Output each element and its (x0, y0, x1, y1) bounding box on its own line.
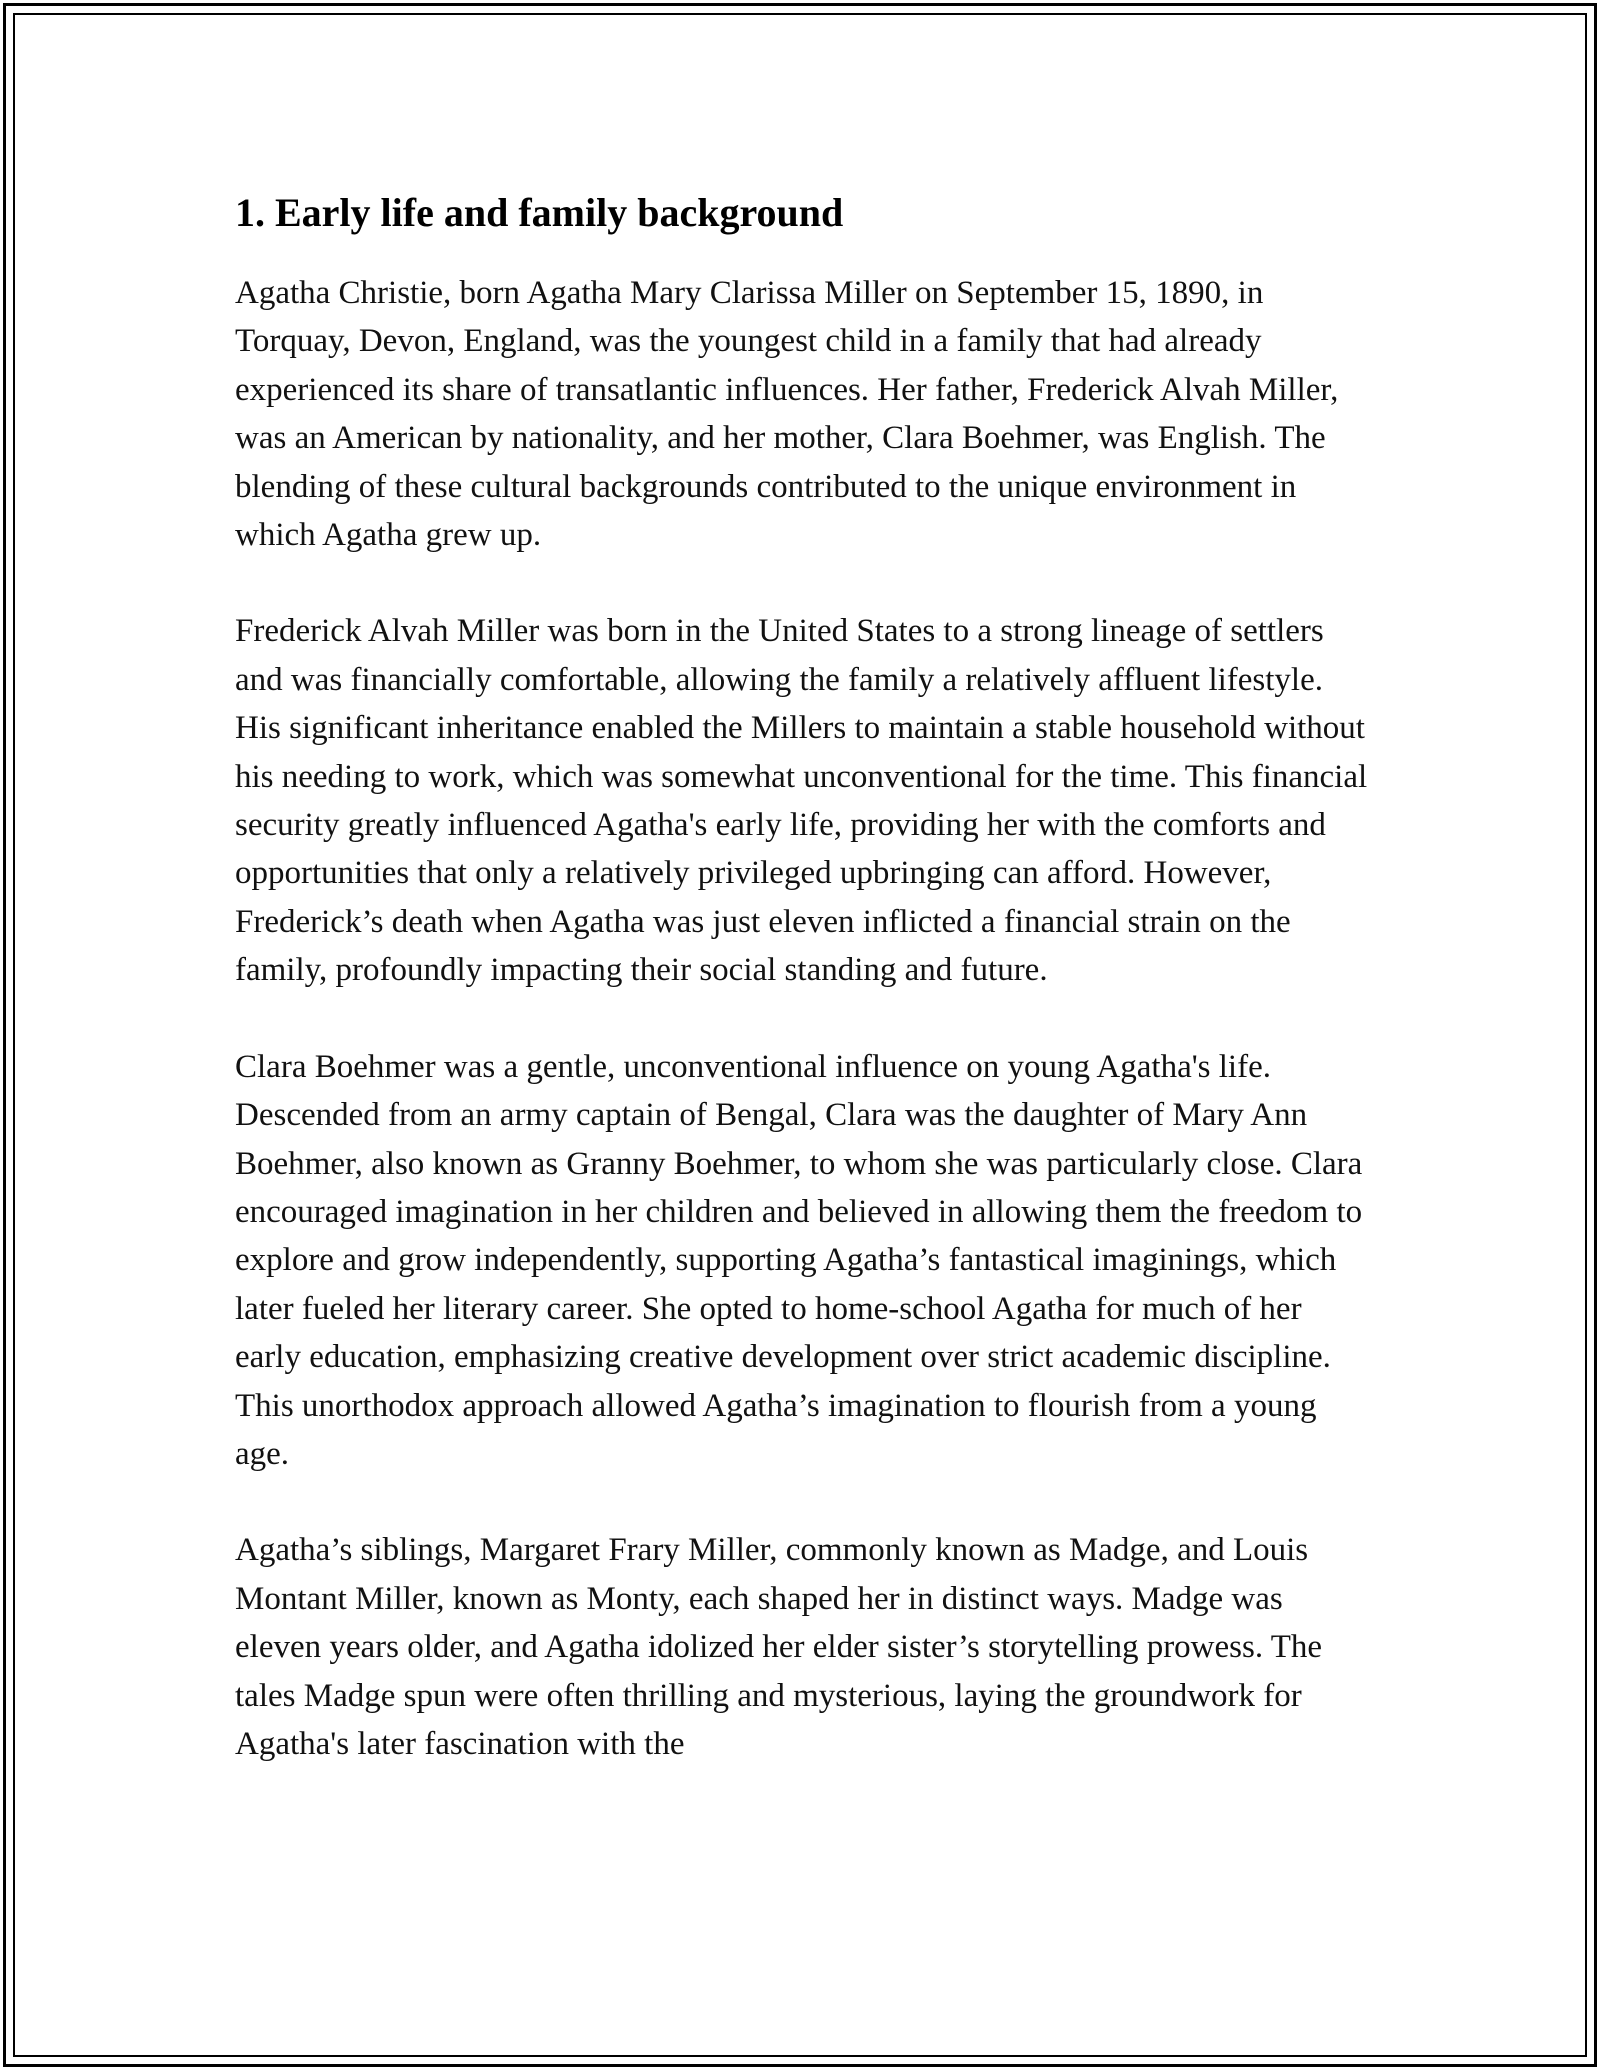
paragraph-2: Frederick Alvah Miller was born in the United States to a strong lineage of settlers and was financially comfortable, allowing the family a relatively affluent lifestyle. His significant inheritance enabled the Millers to maintain a stable household without his needing to work, which was somewhat unconventional for the time. This financial security greatly influenced Agatha's early life, providing her with the comforts and opportunities that only a relatively privileged upbringing can afford. However, Frederick’s death when Agatha was just eleven inflicted a financial strain on the family, profoundly impacting their social standing and future. (235, 613, 1368, 989)
section-heading: 1. Early life and family background (235, 190, 844, 235)
document-body (235, 185, 1375, 1816)
paragraph-1: Agatha Christie, born Agatha Mary Clarissa Miller on September 15, 1890, in Torquay, Devon, England, was the youngest child in a family that had already experienced its share of transatlantic influences. Her father, Frederick Alvah Miller, was an American by nationality, and her mother, Clara Boehmer, was English. The blending of these cultural backgrounds contributed to the unique environment in which Agatha grew up. (235, 275, 1339, 554)
paragraph-3: Clara Boehmer was a gentle, unconventional influence on young Agatha's life. Descended from an army captain of Bengal, Clara was the daughter of Mary Ann Boehmer, also known as Granny Boehmer, to whom she was particularly close. Clara encouraged imagination in her children and believed in allowing them the freedom to explore and grow independently, supporting Agatha’s fantastical imaginings, which later fueled her literary career. She opted to home-school Agatha for much of her early education, emphasizing creative development over strict academic discipline. This unorthodox approach allowed Agatha’s imagination to flourish from a young age. (235, 1048, 1363, 1472)
paragraph-4: Agatha’s siblings, Margaret Frary Miller, commonly known as Madge, and Louis Montant Miller, known as Monty, each shaped her in distinct ways. Madge was eleven years older, and Agatha idolized her elder sister’s storytelling prowess. The tales Madge spun were often thrilling and mysterious, laying the groundwork for Agatha's later fascination with the (235, 1532, 1323, 1762)
